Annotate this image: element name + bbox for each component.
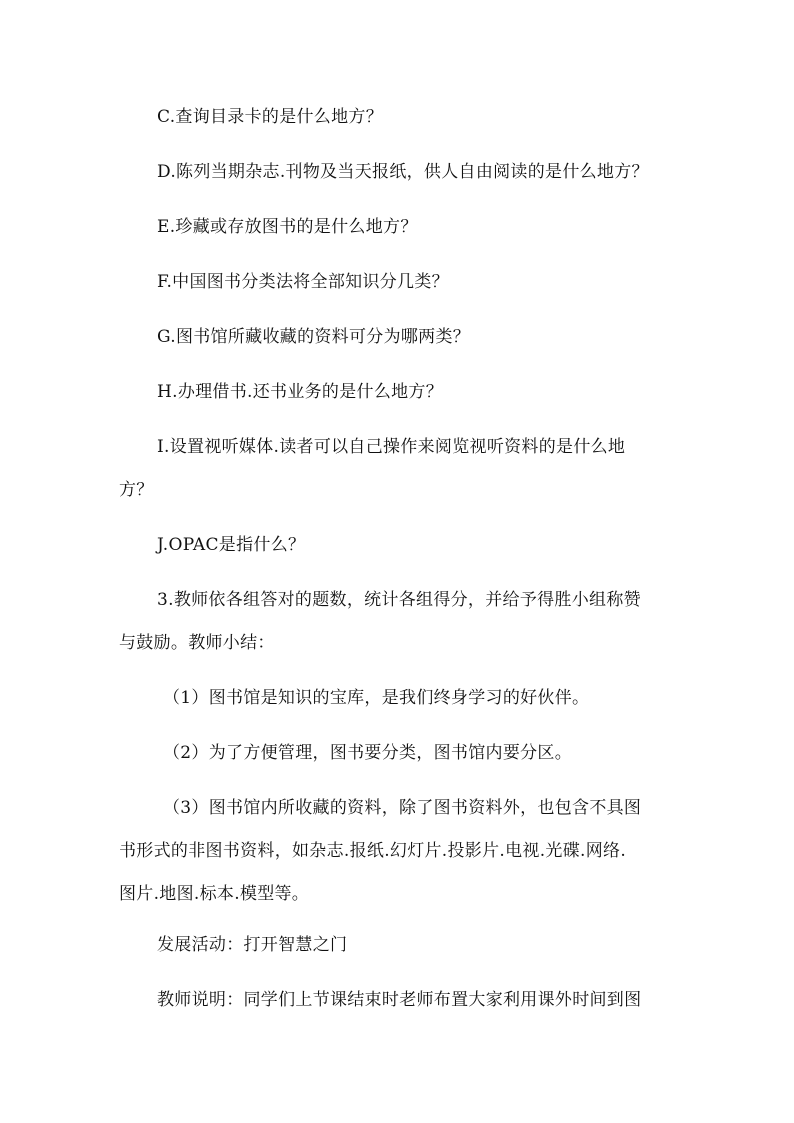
- question-d: D.陈列当期杂志.刊物及当天报纸，供人自由阅读的是什么地方？: [157, 162, 649, 182]
- summary-2: （2）为了方便管理，图书要分类，图书馆内要分区。: [163, 743, 573, 763]
- question-f: F.中国图书分类法将全部知识分几类？: [157, 272, 449, 292]
- summary-1: （1）图书馆是知识的宝库，是我们终身学习的好伙伴。: [163, 688, 590, 708]
- summary-3-continued: 书形式的非图书资料，如杂志.报纸.幻灯片.投影片.电视.光碟.网络.: [119, 841, 627, 861]
- question-i-continued: 方？: [119, 480, 154, 500]
- step-3: 3.教师依各组答对的题数，统计各组得分，并给予得胜小组称赞: [157, 590, 641, 610]
- question-c: C.查询目录卡的是什么地方？: [157, 107, 384, 127]
- question-g: G.图书馆所藏收藏的资料可分为哪两类？: [157, 327, 471, 347]
- question-e: E.珍藏或存放图书的是什么地方？: [157, 217, 418, 237]
- step-3-continued: 与鼓励。教师小结：: [119, 633, 275, 653]
- summary-3: （3）图书馆内所收藏的资料，除了图书资料外，也包含不具图: [163, 798, 642, 818]
- section-heading: 发展活动：打开智慧之门: [157, 935, 348, 955]
- question-h: H.办理借书.还书业务的是什么地方？: [157, 382, 444, 402]
- question-i: I.设置视听媒体.读者可以自己操作来阅览视听资料的是什么地: [157, 437, 626, 457]
- summary-3-end: 图片.地图.标本.模型等。: [119, 884, 310, 904]
- teacher-explanation: 教师说明：同学们上节课结束时老师布置大家利用课外时间到图: [157, 990, 642, 1010]
- question-j: J.OPAC是指什么？: [157, 535, 306, 555]
